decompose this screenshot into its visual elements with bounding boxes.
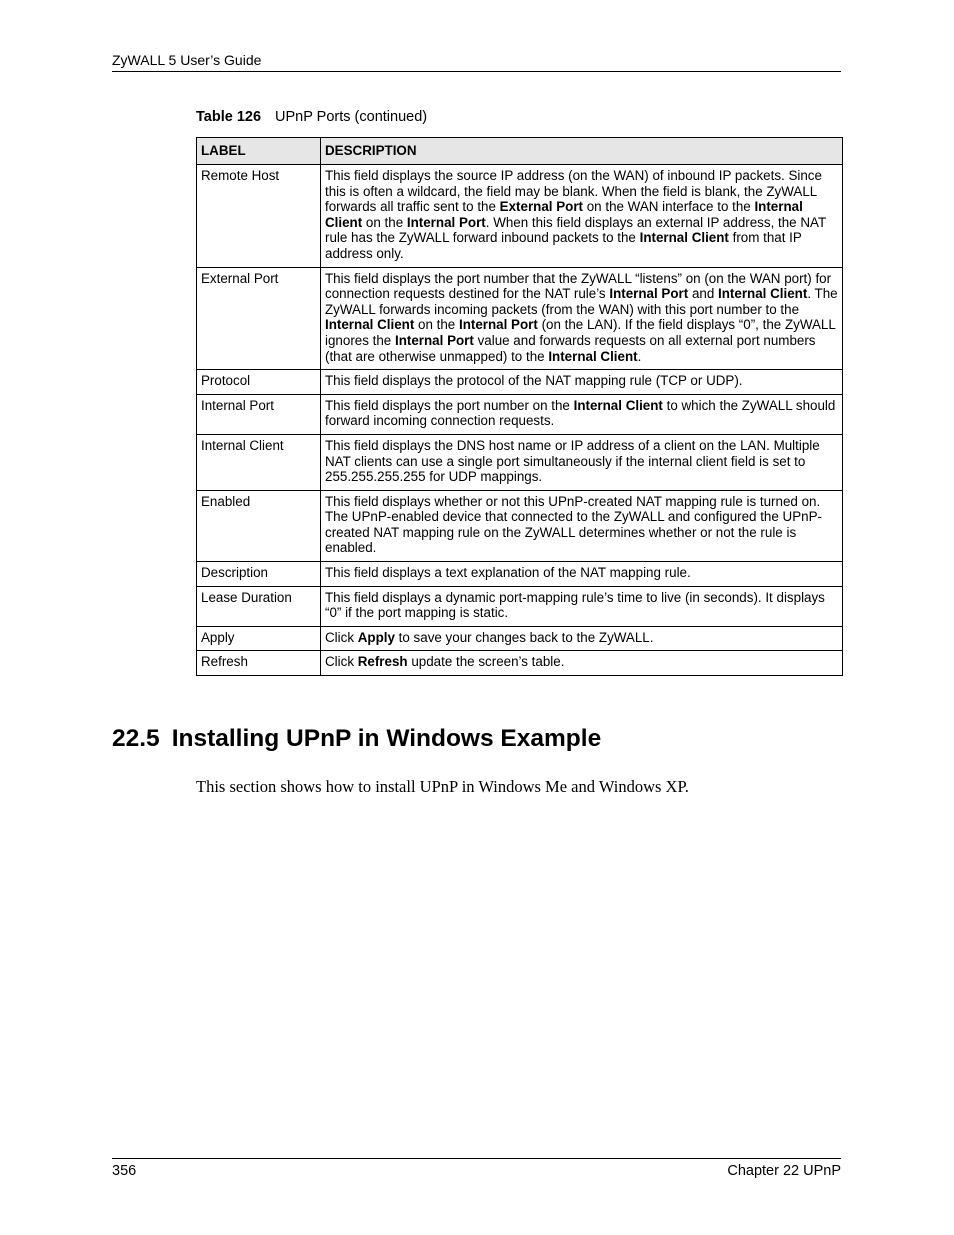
description-text: . When this field displays an external IP address, the NAT rule has the ZyWALL forward inbound packets to the — [325, 214, 826, 246]
page-number: 356 — [112, 1163, 137, 1179]
description-text: and — [688, 286, 719, 302]
description-emphasis: Internal Client — [325, 199, 803, 230]
description-emphasis: Internal Client — [639, 230, 729, 246]
table-row — [197, 626, 843, 651]
table-caption-title: UPnP Ports (continued) — [275, 109, 428, 125]
description-emphasis: Internal Port — [394, 332, 474, 348]
description-text: This field displays the port number that the ZyWALL “listens” on (on the WAN port) for connection requests destined for the NAT rule’s — [325, 270, 832, 302]
description-text: on the WAN interface to the — [583, 199, 755, 215]
description-text: Click — [325, 629, 358, 645]
running-footer — [112, 1158, 841, 1180]
row-label: Internal Port — [197, 394, 321, 434]
table-caption-number: Table 126 — [196, 109, 262, 125]
description-emphasis: Apply — [357, 629, 395, 645]
description-text: This field displays the DNS host name or IP address of a client on the LAN. Multiple NAT clients can use a single port simultaneously if the internal client field is set to 255.255.255.255 for UDP mappings. — [325, 437, 820, 485]
row-label: Refresh — [197, 651, 321, 676]
upnp-ports-table — [196, 137, 843, 676]
description-text: (on the LAN). If the field displays “0”, the ZyWALL ignores the — [325, 317, 836, 348]
description-text: This field displays the source IP address (on the WAN) of inbound IP packets. Since this is often a wildcard, the field may be blank. When the field is blank, the ZyWALL forwards all traffic sent to the — [325, 168, 822, 215]
description-emphasis: Internal Client — [573, 397, 663, 413]
row-description — [321, 394, 843, 434]
row-description — [321, 370, 843, 395]
description-emphasis: Internal Client — [718, 286, 808, 302]
description-emphasis: Internal Port — [406, 214, 486, 230]
table-row — [197, 562, 843, 587]
row-description — [321, 434, 843, 490]
description-text: This field displays the protocol of the NAT mapping rule (TCP or UDP). — [325, 373, 743, 389]
description-emphasis: Internal Client — [548, 348, 638, 364]
column-header-description: DESCRIPTION — [321, 138, 843, 165]
description-emphasis: External Port — [499, 199, 584, 215]
section-title: Installing UPnP in Windows Example — [171, 725, 602, 752]
description-emphasis: Internal Client — [325, 317, 415, 333]
description-text: to which the ZyWALL should forward incoming connection requests. — [325, 397, 836, 429]
description-text: . — [637, 348, 642, 364]
row-label: Remote Host — [197, 165, 321, 268]
description-emphasis: Refresh — [357, 654, 408, 670]
description-text: from that IP address only. — [325, 230, 802, 261]
row-label: Apply — [197, 626, 321, 651]
table-row — [197, 586, 843, 626]
table-header-row — [197, 138, 843, 165]
table-row — [197, 490, 843, 561]
table-row — [197, 165, 843, 268]
description-text: This field displays a text explanation of the NAT mapping rule. — [325, 565, 691, 581]
row-label: Description — [197, 562, 321, 587]
row-label: Enabled — [197, 490, 321, 561]
table-body — [197, 165, 843, 676]
description-text: This field displays a dynamic port-mapping rule’s time to live (in seconds). It displays “0” if the port mapping is static. — [325, 589, 825, 621]
row-label: Lease Duration — [197, 586, 321, 626]
row-label: Internal Client — [197, 434, 321, 490]
description-text: value and forwards requests on all external port numbers (that are otherwise unmapped) to the — [325, 332, 816, 364]
header-title: ZyWALL 5 User’s Guide — [112, 52, 262, 68]
table-row — [197, 434, 843, 490]
row-description — [321, 267, 843, 370]
table-row — [197, 394, 843, 434]
description-text: . The ZyWALL forwards incoming packets (from the WAN) with this port number to the — [325, 286, 838, 317]
row-description — [321, 651, 843, 676]
description-text: to save your changes back to the ZyWALL. — [394, 629, 654, 645]
description-text: on the — [362, 214, 407, 230]
description-text: This field displays whether or not this UPnP-created NAT mapping rule is turned on. The UPnP-enabled device that connected to the ZyWALL and configured the UPnP-created NAT mapping rule on the ZyWALL determines whether or not the rule is enabled. — [325, 493, 822, 556]
row-description — [321, 626, 843, 651]
row-description — [321, 562, 843, 587]
row-label: External Port — [197, 267, 321, 370]
table-caption — [196, 108, 427, 126]
chapter-name: Chapter 22 UPnP — [727, 1163, 841, 1179]
section-number: 22.5 — [112, 725, 160, 752]
section-body-paragraph: This section shows how to install UPnP in Windows Me and Windows XP. — [196, 777, 689, 796]
row-description — [321, 490, 843, 561]
table-row — [197, 267, 843, 370]
row-description — [321, 165, 843, 268]
description-emphasis: Internal Port — [458, 317, 538, 333]
table-row — [197, 370, 843, 395]
column-header-label: LABEL — [197, 138, 321, 165]
running-header — [112, 52, 841, 72]
description-text: on the — [414, 317, 459, 333]
table-row — [197, 651, 843, 676]
section-heading — [112, 723, 601, 755]
description-text: This field displays the port number on the — [325, 397, 574, 413]
row-description — [321, 586, 843, 626]
row-label: Protocol — [197, 370, 321, 395]
description-text: update the screen’s table. — [407, 654, 565, 670]
description-emphasis: Internal Port — [609, 286, 689, 302]
description-text: Click — [325, 654, 358, 670]
